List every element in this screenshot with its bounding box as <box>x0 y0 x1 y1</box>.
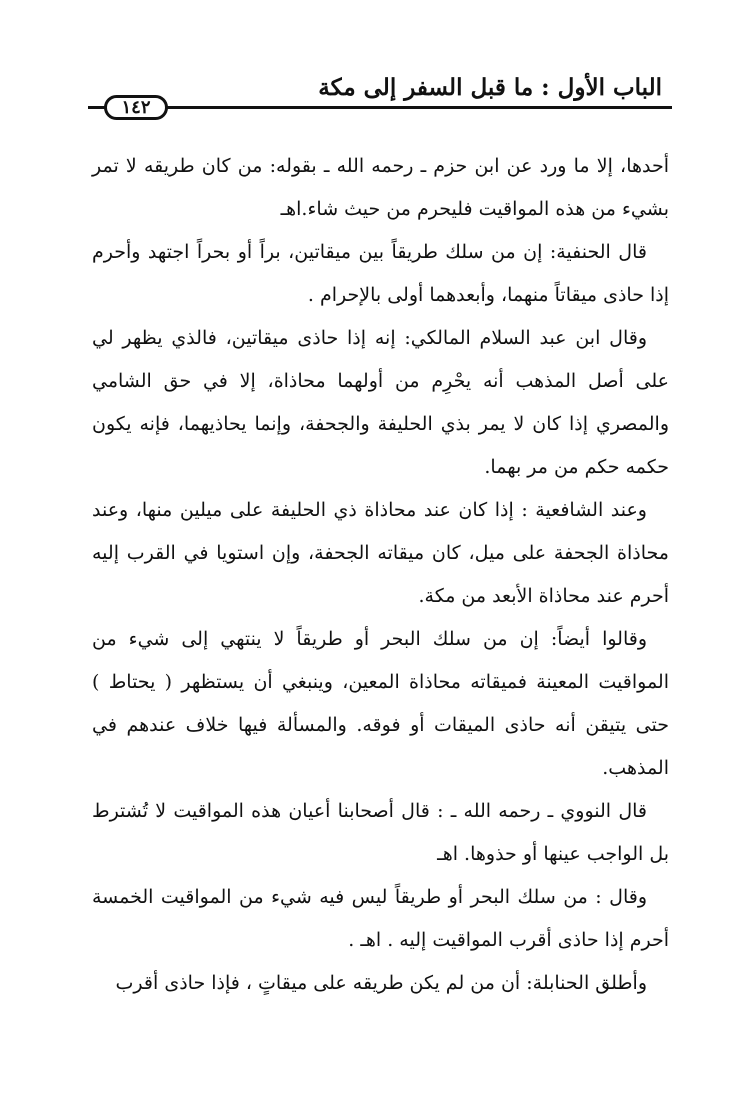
paragraph-3: وقال ابن عبد السلام المالكي: إنه إذا حاذى ميقاتين، فالذي يظهر لي على أصل المذهب أنه يحْرِم من أولهما محاذاة، إلا في حق الشامي والمصري إذا كان لا يمر بذي الحليفة والجحفة، وإنما يحاذيهما، فإنه يكون حكمه حكم من مر بهما. <box>92 327 669 478</box>
paragraph-5: وقالوا أيضاً: إن من سلك البحر أو طريقاً لا ينتهي إلى شيء من المواقيت المعينة فميقاته محاذاة المعين، وينبغي أن يستظهر ( يحتاط ) حتى يتيقن أنه حاذى الميقات أو فوقه. والمسألة فيها خلاف عندهم في المذهب. <box>92 628 669 779</box>
paragraph-4: وعند الشافعية : إذا كان عند محاذاة ذي الحليفة على ميلين منها، وعند محاذاة الجحفة على ميل، كان ميقاته الجحفة، وإن استويا في القرب إليه أحرم عند محاذاة الأبعد من مكة. <box>92 499 669 607</box>
paragraph-2: قال الحنفية: إن من سلك طريقاً بين ميقاتين، براً أو بحراً اجتهد وأحرم إذا حاذى ميقاتاً منهما، وأبعدهما أولى بالإحرام . <box>92 241 669 306</box>
paragraph-1: أحدها، إلا ما ورد عن ابن حزم ـ رحمه الله ـ بقوله: من كان طريقه لا تمر بشيء من هذه المواقيت فليحرم من حيث شاء.اهـ <box>92 155 669 220</box>
page-header <box>88 68 672 128</box>
paragraph-6: قال النووي ـ رحمه الله ـ : قال أصحابنا أعيان هذه المواقيت لا تُشترط بل الواجب عينها أو حذوها. اهـ <box>92 800 669 865</box>
page-body <box>92 145 669 1005</box>
page-number-badge <box>104 95 168 120</box>
page-number: ١٤٢ <box>121 97 151 118</box>
running-title: الباب الأول : ما قبل السفر إلى مكة <box>318 74 662 101</box>
header-rule <box>88 106 672 109</box>
paragraph-8: وأطلق الحنابلة: أن من لم يكن طريقه على ميقاتٍ ، فإذا حاذى أقرب <box>115 972 647 994</box>
paragraph-7: وقال : من سلك البحر أو طريقاً ليس فيه شيء من المواقيت الخمسة أحرم إذا حاذى أقرب المواقيت إليه . اهـ . <box>92 886 669 951</box>
